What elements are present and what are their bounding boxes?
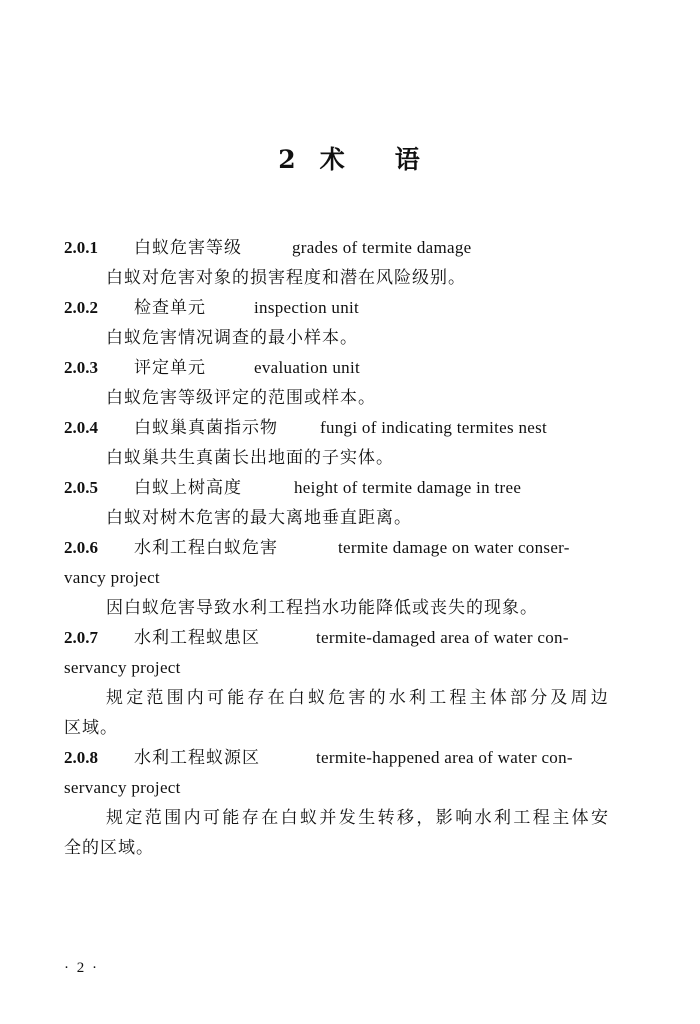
chapter-title-left: 术 — [319, 145, 347, 174]
term-heading — [64, 623, 632, 653]
term-chinese: 水利工程白蚁危害 — [134, 538, 278, 558]
term-heading — [64, 533, 632, 563]
term-english: termite-happened area of water con- — [316, 748, 573, 767]
term-number: 2.0.6 — [64, 538, 98, 557]
term-number: 2.0.8 — [64, 748, 98, 767]
term-definition: 白蚁对树木危害的最大离地垂直距离。 — [106, 508, 412, 528]
term-english: termite damage on water conser- — [338, 538, 570, 557]
term-chinese: 评定单元 — [134, 358, 206, 378]
term-english-continued: servancy project — [64, 658, 181, 677]
term-english: evaluation unit — [254, 358, 361, 377]
term-heading — [64, 743, 632, 773]
term-definition: 规定范围内可能存在白蚁危害的水利工程主体部分及周边 — [106, 688, 611, 708]
term-definition: 白蚁危害情况调查的最小样本。 — [106, 328, 358, 348]
term-heading — [64, 293, 632, 323]
term-english-continued: servancy project — [64, 778, 181, 797]
term-chinese: 检查单元 — [134, 298, 206, 318]
chapter-title — [0, 140, 700, 176]
term-chinese: 水利工程蚁患区 — [134, 628, 260, 648]
term-english: grades of termite damage — [292, 238, 472, 257]
term-heading — [64, 353, 632, 383]
term-chinese: 白蚁危害等级 — [134, 238, 242, 258]
term-chinese: 白蚁上树高度 — [134, 478, 242, 498]
term-heading — [64, 413, 632, 443]
term-number: 2.0.4 — [64, 418, 98, 437]
term-english: termite-damaged area of water con- — [316, 628, 569, 647]
term-heading — [64, 473, 632, 503]
term-definition: 白蚁巢共生真菌长出地面的子实体。 — [106, 448, 394, 468]
term-english: inspection unit — [254, 298, 360, 317]
term-number: 2.0.1 — [64, 238, 98, 257]
term-number: 2.0.3 — [64, 358, 98, 377]
term-definition: 因白蚁危害导致水利工程挡水功能降低或丧失的现象。 — [106, 598, 538, 618]
term-definition-continued: 区域。 — [64, 718, 118, 738]
term-definition-continued: 全的区域。 — [64, 838, 154, 858]
term-english: height of termite damage in tree — [294, 478, 522, 497]
term-definition: 白蚁对危害对象的损害程度和潜在风险级别。 — [106, 268, 466, 288]
term-definition: 规定范围内可能存在白蚁并发生转移，影响水利工程主体安 — [106, 808, 611, 828]
term-number: 2.0.2 — [64, 298, 98, 317]
term-english: fungi of indicating termites nest — [320, 418, 548, 437]
term-chinese: 白蚁巢真菌指示物 — [134, 418, 278, 438]
term-heading — [64, 233, 632, 263]
term-number: 2.0.7 — [64, 628, 98, 647]
chapter-number: 2 — [278, 145, 298, 174]
term-chinese: 水利工程蚁源区 — [134, 748, 260, 768]
page-number: · 2 · — [64, 960, 99, 976]
term-number: 2.0.5 — [64, 478, 98, 497]
term-definition: 白蚁危害等级评定的范围或样本。 — [106, 388, 376, 408]
term-list — [64, 233, 632, 863]
term-english-continued: vancy project — [64, 568, 160, 587]
chapter-title-right: 语 — [394, 145, 422, 174]
